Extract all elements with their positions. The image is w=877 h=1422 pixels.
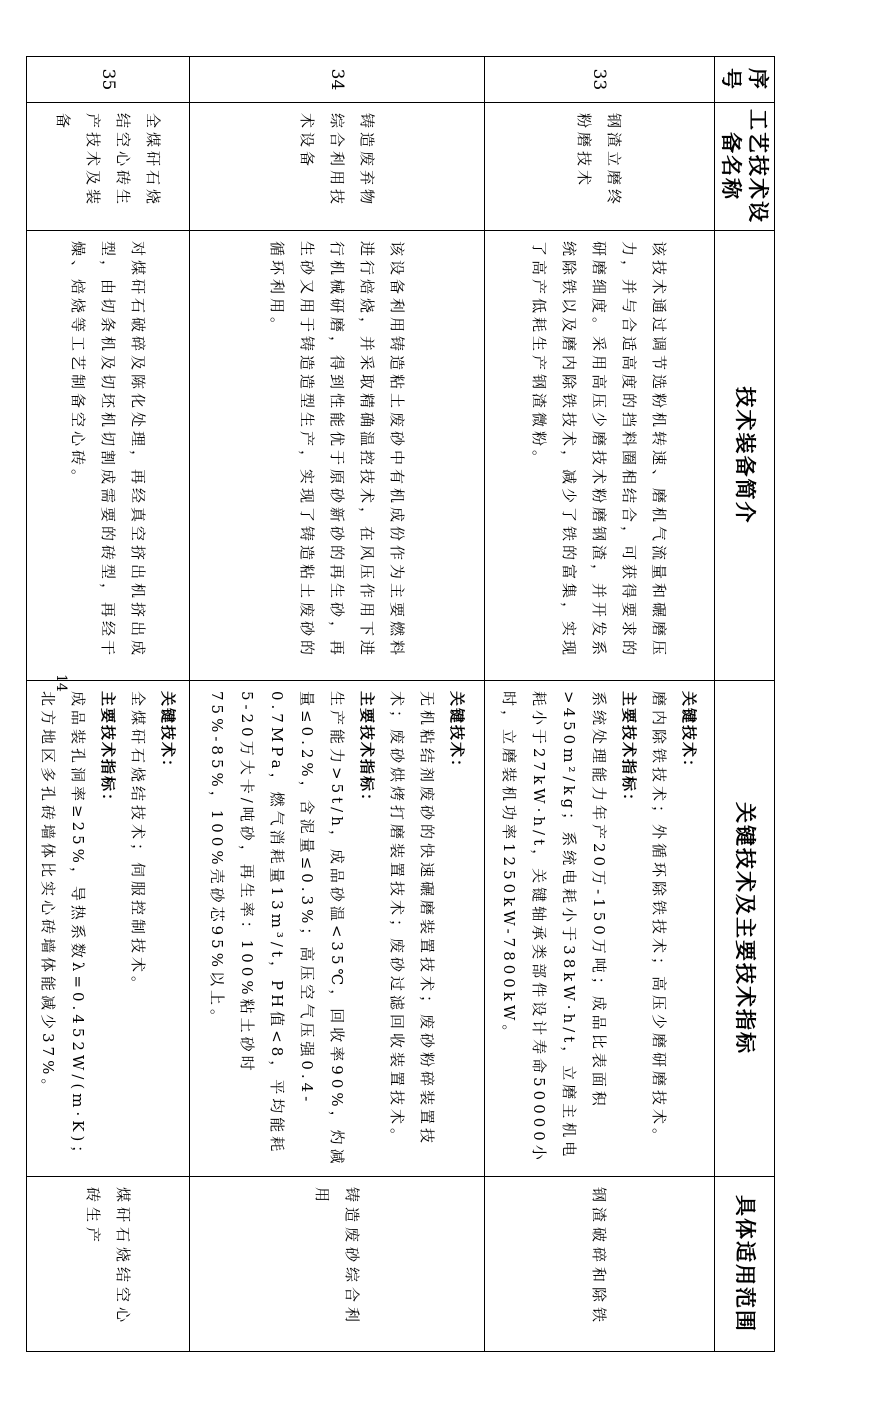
header-key-technology: 关键技术及主要技术指标 <box>715 681 775 1177</box>
key-technology-cell <box>485 681 715 1177</box>
key-technology-cell <box>190 681 485 1177</box>
header-equipment-name: 工艺技术设备名称 <box>715 103 775 231</box>
equipment-name: 铸造废弃物综合利用技术设备 <box>190 103 485 231</box>
introduction-text: 该设备利用铸造粘土废砂中有机成份作为主要燃料进行焙烧，并采取精确温控技术，在风压作用下进行机械研磨，得到性能优于原砂新砂的再生砂，再生砂又用于铸造造型生产，实现了铸造粘土废砂的循环利用。 <box>190 231 485 681</box>
main-index-text: 生产能力>5t/h，成品砂温<35℃，回收率90%，灼减量≤0.2%，含泥量≤0.3%；高压空气压强0.4-0.7MPa，燃气消耗量13m³/t，PH值<8，平均能耗5-20万大卡/吨砂，再生率：100%粘土砂时75%-85%，100%壳砂芯95%以上。 <box>208 691 346 1168</box>
key-technology-text: 无机粘结剂废砂的快速碾磨装置技术；废砂粉碎装置技术；废砂烘烤打磨装置技术；废砂过滤回收装置技术。 <box>388 691 436 1148</box>
main-index-label: 主要技术指标： <box>358 691 376 811</box>
introduction-text: 该技术通过调节选粉机转速、磨机气流量和碾磨压力，并与合适高度的挡料圈相结合，可获得要求的研磨细度。采用高压少磨技术粉磨钢渣，并开发系统除铁以及磨内除铁技术，减少了铁的富集，实现了高产低耗生产钢渣微粉。 <box>485 231 715 681</box>
key-technology-label: 关键技术： <box>680 691 699 777</box>
application-scope: 煤矸石烧结空心砖生产 <box>27 1177 190 1352</box>
main-index-label: 主要技术指标： <box>620 691 639 811</box>
table-row <box>27 57 190 1352</box>
key-technology-label: 关键技术： <box>159 691 177 777</box>
row-number: 33 <box>485 57 715 103</box>
table-row <box>485 57 715 1352</box>
row-number: 35 <box>27 57 190 103</box>
page-number: 14 <box>53 674 69 692</box>
main-index-text: 系统处理能力年产20万-150万吨；成品比表面积>450m²/kg；系统电耗小于38kW·h/t，立磨主机电耗小于27kW·h/t，关键轴承类部件设计寿命50000小时，立磨装机功率1250kW-7800kW。 <box>500 691 609 1164</box>
main-index-text: 成品装孔洞率≥25%，导热系数λ=0.452W/(m·K)；北方地区多孔砖墙体比实心砖墙体能减少37%。 <box>39 691 87 1165</box>
introduction-text: 对煤矸石破碎及陈化处理，再经真空挤出机挤出成型，由切条机及切坯机切割成需要的砖型，再经干燥、焙烧等工艺制备空心砖。 <box>27 231 190 681</box>
key-technology-text: 磨内除铁技术；外循环除铁技术；高压少磨研磨技术。 <box>650 691 669 1148</box>
key-technology-label: 关键技术： <box>448 691 466 777</box>
key-technology-cell <box>27 681 190 1177</box>
table-row <box>190 57 485 1352</box>
row-number: 34 <box>190 57 485 103</box>
header-introduction: 技术装备简介 <box>715 231 775 681</box>
application-scope: 铸造废砂综合利用 <box>190 1177 485 1352</box>
equipment-name: 钢渣立磨终粉磨技术 <box>485 103 715 231</box>
header-serial-number: 序号 <box>715 57 775 103</box>
key-technology-text: 全煤矸石烧结技术；伺服控制技术。 <box>129 691 147 996</box>
technology-table <box>26 56 775 1352</box>
table-header-row <box>715 57 775 1352</box>
header-scope: 具体适用范围 <box>715 1177 775 1352</box>
application-scope: 钢渣破碎和除铁 <box>485 1177 715 1352</box>
equipment-name: 全煤矸石烧结空心砖生产技术及装备 <box>27 103 190 231</box>
main-index-label: 主要技术指标： <box>99 691 117 811</box>
